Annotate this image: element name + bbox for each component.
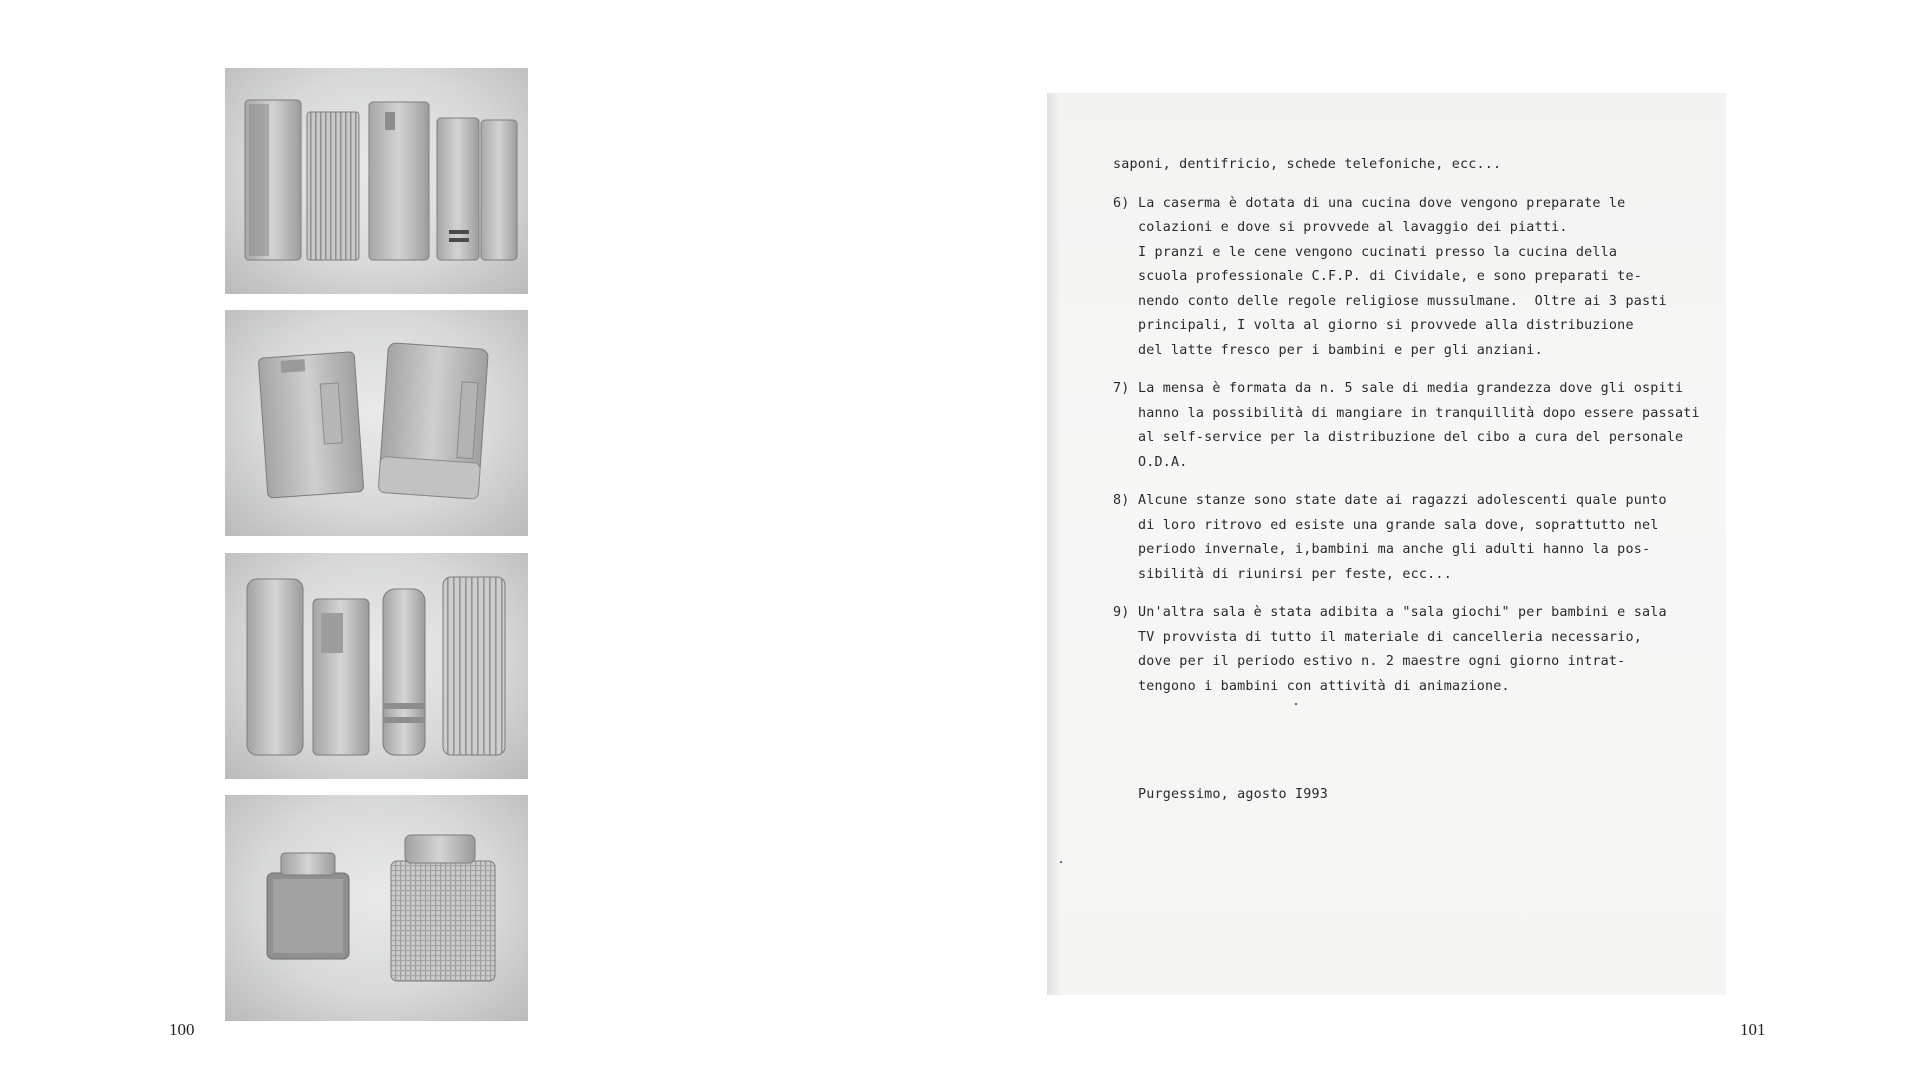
item-line: di loro ritrovo ed esiste una grande sala dove, soprattutto nel	[1138, 517, 1659, 533]
place-date-line: Purgessimo, agosto I993	[1138, 787, 1329, 802]
item-number: 6)	[1113, 195, 1130, 211]
item-line: periodo invernale, i,bambini ma anche gli adulti hanno la pos-	[1138, 542, 1651, 557]
item-line: principali, I volta al giorno si provvede alla distribuzione	[1138, 318, 1634, 333]
item-line: scuola professionale C.F.P. di Cividale, e sono preparati te-	[1138, 269, 1642, 284]
item-line: La caserma è dotata di una cucina dove vengono preparate le	[1138, 195, 1626, 211]
item-line: hanno la possibilità di mangiare in tranquillità dopo essere passati	[1138, 405, 1700, 421]
lighters-four-engraved-photo	[225, 553, 528, 779]
lighters-two-flat-icon	[225, 310, 528, 536]
item-line: O.D.A.	[1138, 454, 1188, 470]
list-item	[1113, 601, 1713, 699]
item-number: 8)	[1113, 493, 1130, 508]
item-number: 7)	[1113, 381, 1130, 396]
item-line: al self-service per la distribuzione del cibo a cura del personale	[1138, 430, 1684, 445]
document-body	[1113, 153, 1713, 808]
item-line: dove per il periodo estivo n. 2 maestre ogni giorno intrat-	[1138, 654, 1626, 669]
item-line: tengono i bambini con attività di animazione.	[1138, 678, 1510, 694]
item-line: nendo conto delle regole religiose mussulmane. Oltre ai 3 pasti	[1138, 293, 1667, 309]
list-item	[1113, 192, 1713, 364]
lighters-two-flat-photo	[225, 310, 528, 536]
list-item	[1113, 489, 1713, 587]
lighters-four-flat-icon	[225, 68, 528, 294]
paper-speck	[1060, 861, 1062, 863]
opening-line: saponi, dentifricio, schede telefoniche, ecc...	[1113, 157, 1502, 172]
lighters-two-petrol-photo	[225, 795, 528, 1021]
item-line: Alcune stanze sono state date ai ragazzi adolescenti quale punto	[1138, 493, 1667, 508]
lighters-four-flat-photo	[225, 68, 528, 294]
item-line: I pranzi e le cene vengono cucinati presso la cucina della	[1138, 244, 1618, 260]
item-line: del latte fresco per i bambini e per gli anziani.	[1138, 342, 1543, 358]
item-line: sibilità di riunirsi per feste, ecc...	[1138, 566, 1452, 582]
page-number-right: 101	[1740, 1020, 1766, 1039]
page-number-left: 100	[169, 1020, 195, 1039]
lighters-four-engraved-icon	[225, 553, 528, 779]
item-number: 9)	[1113, 605, 1130, 620]
typed-document	[1047, 93, 1726, 995]
item-line: TV provvista di tutto il materiale di cancelleria necessario,	[1138, 629, 1642, 645]
paper-speck	[1295, 703, 1297, 705]
lighters-two-petrol-icon	[225, 795, 528, 1021]
item-line: colazioni e dove si provvede al lavaggio dei piatti.	[1138, 220, 1568, 235]
item-line: Un'altra sala è stata adibita a "sala giochi" per bambini e sala	[1138, 605, 1667, 620]
list-item	[1113, 377, 1713, 475]
item-line: La mensa è formata da n. 5 sale di media grandezza dove gli ospiti	[1138, 381, 1684, 396]
